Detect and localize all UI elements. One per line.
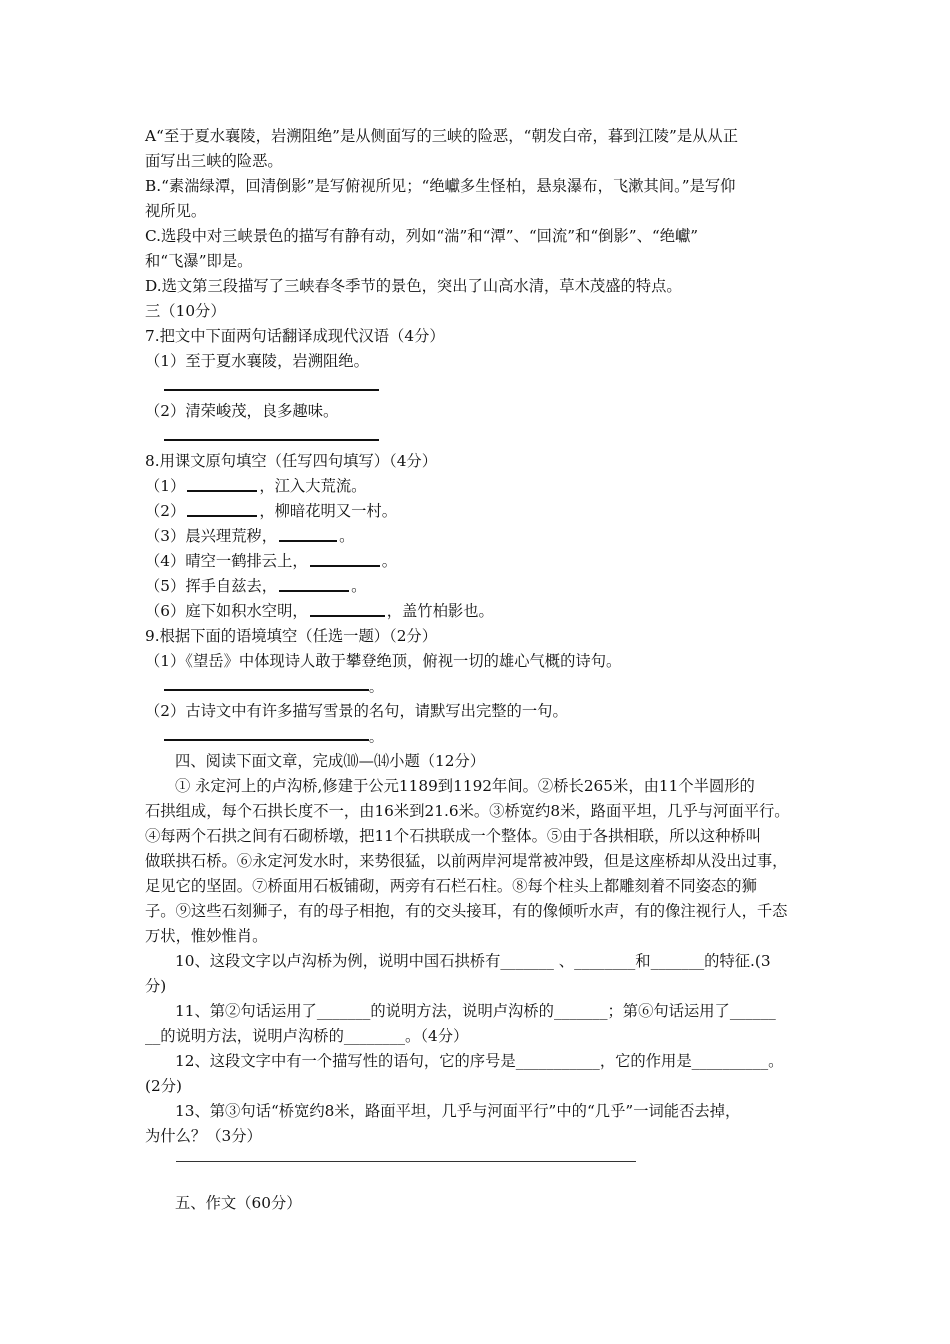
item-suffix: ，盖竹柏影也。 [386,602,494,620]
question-8-item [145,576,366,596]
section5-heading: 五、作文（60分） [175,1194,302,1212]
question-11-line1: 11、第②句话运用了_______的说明方法，说明卢沟桥的_______；第⑥句话运用了______ [175,1002,776,1020]
option-a-line1: A“至于夏水襄陵，岩溯阻绝”是从侧面写的三峡的险恶，“朝发白帝，暮到江陵”是从从正 [145,127,739,145]
item-prefix: （6）庭下如积水空明， [145,602,308,620]
question-9-1: （1）《望岳》中体现诗人敢于攀登绝顶，俯视一切的雄心气概的诗句。 [145,652,622,670]
fill-blank[interactable] [310,601,385,617]
question-12-line2: (2分) [145,1077,182,1095]
passage-line: ① 永定河上的卢沟桥,修建于公元1189到1192年间。②桥长265米，由11个半圆形的 [175,777,755,795]
fill-blank[interactable] [187,476,257,492]
option-a-line2: 面写出三峡的险恶。 [145,152,283,170]
item-prefix: （5）挥手自兹去， [145,577,278,595]
option-b-line1: B.“素湍绿潭，回清倒影”是写俯视所见；“绝巘多生怪柏，悬泉瀑布，飞漱其间。”是写仰 [145,177,736,195]
question-8-item [145,526,354,546]
fill-blank[interactable] [279,576,349,592]
fill-blank[interactable] [310,551,380,567]
option-b-line2: 视所见。 [145,202,207,220]
passage-line: 做联拱石桥。⑥永定河发水时，来势很猛，以前两岸河堤常被冲毁，但是这座桥却从没出过事， [145,852,788,870]
item-suffix: ，江入大荒流。 [259,477,367,495]
question-7-2: （2）清荣峻茂，良多趣味。 [145,402,339,420]
option-d-line1: D.选文第三段描写了三峡春冬季节的景色，突出了山高水清，草木茂盛的特点。 [145,277,682,295]
answer-line-13[interactable] [176,1161,636,1162]
item-suffix: 。 [351,577,367,595]
question-9: 9.根据下面的语境填空（任选一题）（2分） [145,627,438,645]
section3-heading: 三（10分） [145,302,226,320]
fill-blank[interactable] [279,526,337,542]
question-8-item [145,501,397,521]
question-7: 7.把文中下面两句话翻译成现代汉语（4分） [145,327,445,345]
question-8: 8.用课文原句填空（任写四句填写）（4分） [145,452,438,470]
answer-line-7-1[interactable] [164,389,379,391]
option-c-line1: C.选段中对三峡景色的描写有静有动，列如“湍”和“潭”、“回流”和“倒影”、“绝巘” [145,227,699,245]
fill-blank[interactable] [187,501,257,517]
passage-line: 石拱组成，每个石拱长度不一，由16米到21.6米。③桥宽约8米，路面平坦，几乎与河面平行。 [145,802,790,820]
question-10-line1: 10、这段文字以卢沟桥为例，说明中国石拱桥有_______ 、________和_______的特征.(3 [175,952,771,970]
question-13-line1: 13、第③句话“桥宽约8米，路面平坦，几乎与河面平行”中的“几乎”一词能否去掉， [175,1102,741,1120]
answer-line-7-2[interactable] [164,439,379,441]
passage-line: 子。⑨这些石刻狮子，有的母子相抱，有的交头接耳，有的像倾听水声，有的像注视行人，千态 [145,902,788,920]
answer-line-9-1[interactable] [164,689,369,691]
passage-line: ④每两个石拱之间有石砌桥墩，把11个石拱联成一个整体。⑤由于各拱相联，所以这种桥叫 [145,827,762,845]
question-7-1: （1）至于夏水襄陵，岩溯阻绝。 [145,352,369,370]
question-8-item [145,601,494,621]
section4-heading: 四、阅读下面文章，完成⑽—⒁小题（12分） [175,752,486,770]
item-prefix: （3）晨兴理荒秽， [145,527,278,545]
period-mark: 。 [369,730,383,746]
question-8-item [145,551,397,571]
passage-line: 足见它的坚固。⑦桥面用石板铺砌，两旁有石栏石柱。⑧每个柱头上都雕刻着不同姿态的狮 [145,877,757,895]
answer-line-9-2[interactable] [164,739,369,741]
item-suffix: 。 [381,552,398,570]
question-8-item [145,476,366,496]
item-suffix: 。 [339,527,355,545]
period-mark: 。 [369,680,383,696]
question-11-line2: __的说明方法，说明卢沟桥的________。（4分） [145,1027,469,1045]
question-10-line2: 分) [145,977,167,995]
item-prefix: （4）晴空一鹤排云上， [145,552,308,570]
item-suffix: ，柳暗花明又一村。 [259,502,398,520]
passage-line: 万状，惟妙惟肖。 [145,927,268,945]
question-9-2: （2）古诗文中有许多描写雪景的名句，请默写出完整的一句。 [145,702,568,720]
question-12-line1: 12、这段文字中有一个描写性的语句，它的序号是___________，它的作用是__________。 [175,1052,784,1070]
item-prefix: （2） [145,502,186,520]
item-prefix: （1） [145,477,186,495]
option-c-line2: 和“飞瀑”即是。 [145,252,253,270]
question-13-line2: 为什么？（3分） [145,1127,262,1145]
